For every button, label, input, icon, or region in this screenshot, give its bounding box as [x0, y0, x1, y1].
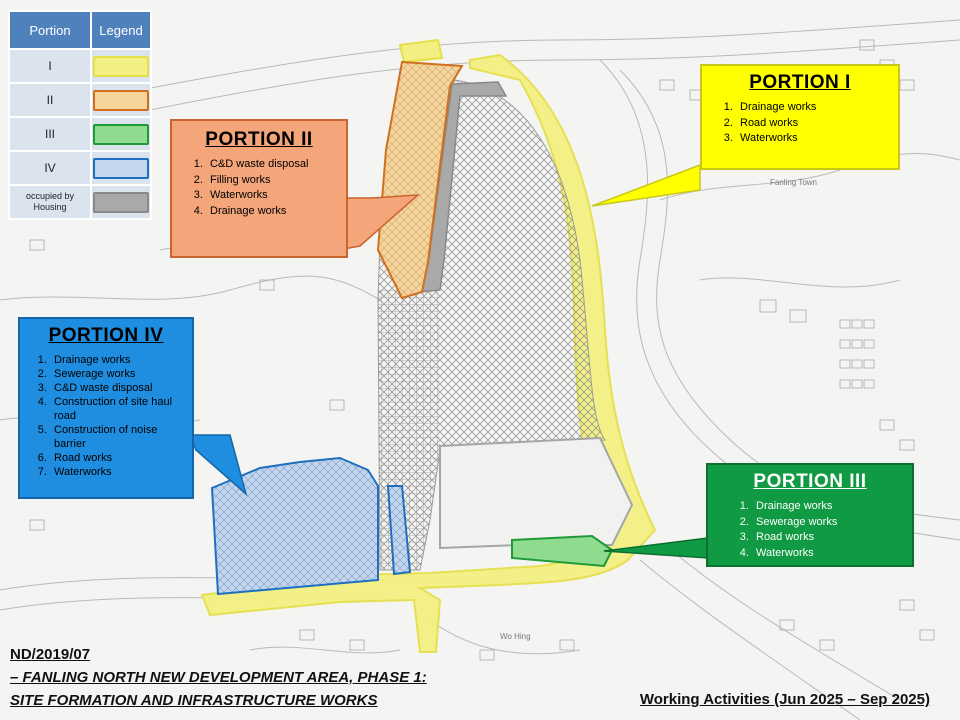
callout-portion-3 — [706, 463, 914, 567]
map-label-estate-2: Wo Hing — [500, 632, 531, 641]
callout-portion-4-title: PORTION IV — [48, 325, 164, 346]
callout-portion-2-item: 2. Filling works — [206, 173, 346, 189]
callout-portion-2-item: 4. Drainage works — [206, 204, 346, 220]
callout-portion-4-item: 2. Sewerage works — [50, 367, 192, 381]
callout-portion-1-title: PORTION I — [749, 72, 851, 93]
legend-header-legend: Legend — [91, 11, 151, 49]
callout-portion-3-item: 2. Sewerage works — [752, 515, 912, 531]
legend-portion-4: IV — [9, 151, 91, 185]
callout-portion-1 — [700, 64, 900, 170]
callout-portion-2-item: 3. Waterworks — [206, 188, 346, 204]
map-label-estate-1: Fanling Town — [770, 178, 817, 187]
callout-portion-4-item: 5. Construction of noise barrier — [50, 423, 192, 451]
callout-portion-3-title: PORTION III — [753, 471, 867, 492]
legend-portion-1: I — [9, 49, 91, 83]
callout-portion-2 — [170, 119, 348, 258]
callout-portion-1-item: 2. Road works — [736, 116, 898, 132]
callout-portion-1-item: 1. Drainage works — [736, 100, 898, 116]
legend-portion-3: III — [9, 117, 91, 151]
legend-header-portion: Portion — [9, 11, 91, 49]
contract-number: ND/2019/07 — [10, 646, 91, 663]
project-title-line-2: SITE FORMATION AND INFRASTRUCTURE WORKS — [10, 692, 378, 709]
callout-portion-4-item: 3. C&D waste disposal — [50, 381, 192, 395]
callout-portion-1-item: 3. Waterworks — [736, 131, 898, 147]
callout-portion-4-item: 4. Construction of site haul road — [50, 395, 192, 423]
callout-portion-2-title: PORTION II — [205, 129, 313, 150]
legend-portion-housing: occupied by Housing — [9, 185, 91, 219]
callout-portion-4-item: 7. Waterworks — [50, 465, 192, 479]
callout-portion-2-item: 1. C&D waste disposal — [206, 157, 346, 173]
callout-portion-4 — [18, 317, 194, 499]
callout-portion-4-item: 6. Road works — [50, 451, 192, 465]
callout-portion-3-item: 3. Road works — [752, 530, 912, 546]
legend-portion-2: II — [9, 83, 91, 117]
callout-portion-3-item: 1. Drainage works — [752, 499, 912, 515]
callout-portion-3-item: 4. Waterworks — [752, 546, 912, 562]
callout-portion-4-item: 1. Drainage works — [50, 353, 192, 367]
working-period: Working Activities (Jun 2025 – Sep 2025) — [639, 691, 930, 708]
project-title-line-1: – FANLING NORTH NEW DEVELOPMENT AREA, PHASE 1: — [10, 669, 427, 686]
